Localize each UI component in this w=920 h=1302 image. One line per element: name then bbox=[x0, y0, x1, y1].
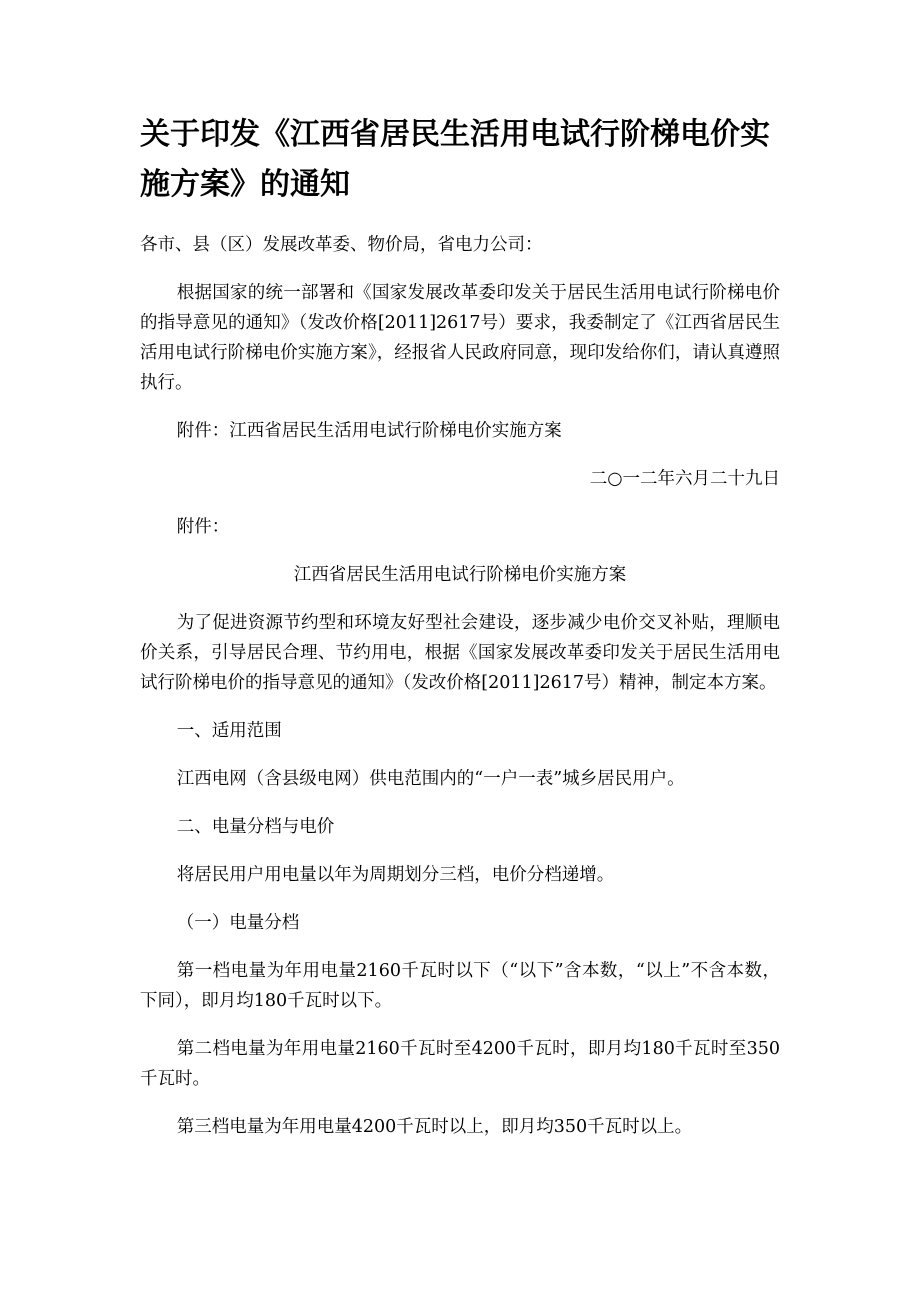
document-title: 关于印发《江西省居民生活用电试行阶梯电价实施方案》的通知 bbox=[140, 117, 770, 202]
attachment-note: 附件：江西省居民生活用电试行阶梯电价实施方案 bbox=[176, 421, 562, 441]
plan-title: 江西省居民生活用电试行阶梯电价实施方案 bbox=[293, 565, 627, 585]
subsection-heading-tier-division: （一）电量分档 bbox=[176, 913, 300, 933]
section-body-scope: 江西电网（含县级电网）供电范围内的“一户一表”城乡居民用户。 bbox=[176, 769, 685, 789]
tier-1-paragraph: 第一档电量为年用电量2160千瓦时以下（“以下”含本数，“以上”不含本数，下同），即月均180千瓦时以下。 bbox=[140, 961, 780, 1011]
salutation: 各市、县（区）发展改革委、物价局，省电力公司： bbox=[140, 235, 543, 255]
section-body-tiers: 将居民用户用电量以年为周期划分三档，电价分档递增。 bbox=[176, 865, 615, 885]
section-heading-tiers: 二、电量分档与电价 bbox=[176, 817, 335, 837]
tier-3-paragraph: 第三档电量为年用电量4200千瓦时以上，即月均350千瓦时以上。 bbox=[176, 1117, 693, 1137]
attachment-label: 附件： bbox=[176, 517, 230, 537]
tier-2-paragraph: 第二档电量为年用电量2160千瓦时至4200千瓦时，即月均180千瓦时至350千瓦时。 bbox=[140, 1039, 780, 1089]
plan-intro: 为了促进资源节约型和环境友好型社会建设，逐步减少电价交叉补贴，理顺电价关系，引导居民合理、节约用电，根据《国家发展改革委印发关于居民生活用电试行阶梯电价的指导意见的通知》（发改价格[2011]2617号）精神，制定本方案。 bbox=[140, 613, 780, 693]
document-page bbox=[140, 110, 780, 1160]
issue-date: 二○一二年六月二十九日 bbox=[589, 469, 780, 489]
section-heading-scope: 一、适用范围 bbox=[176, 721, 282, 741]
paragraph-instruction: 根据国家的统一部署和《国家发展改革委印发关于居民生活用电试行阶梯电价的指导意见的通知》（发改价格[2011]2617号）要求，我委制定了《江西省居民生活用电试行阶梯电价实施方案》，经报省人民政府同意，现印发给你们，请认真遵照执行。 bbox=[140, 283, 780, 393]
